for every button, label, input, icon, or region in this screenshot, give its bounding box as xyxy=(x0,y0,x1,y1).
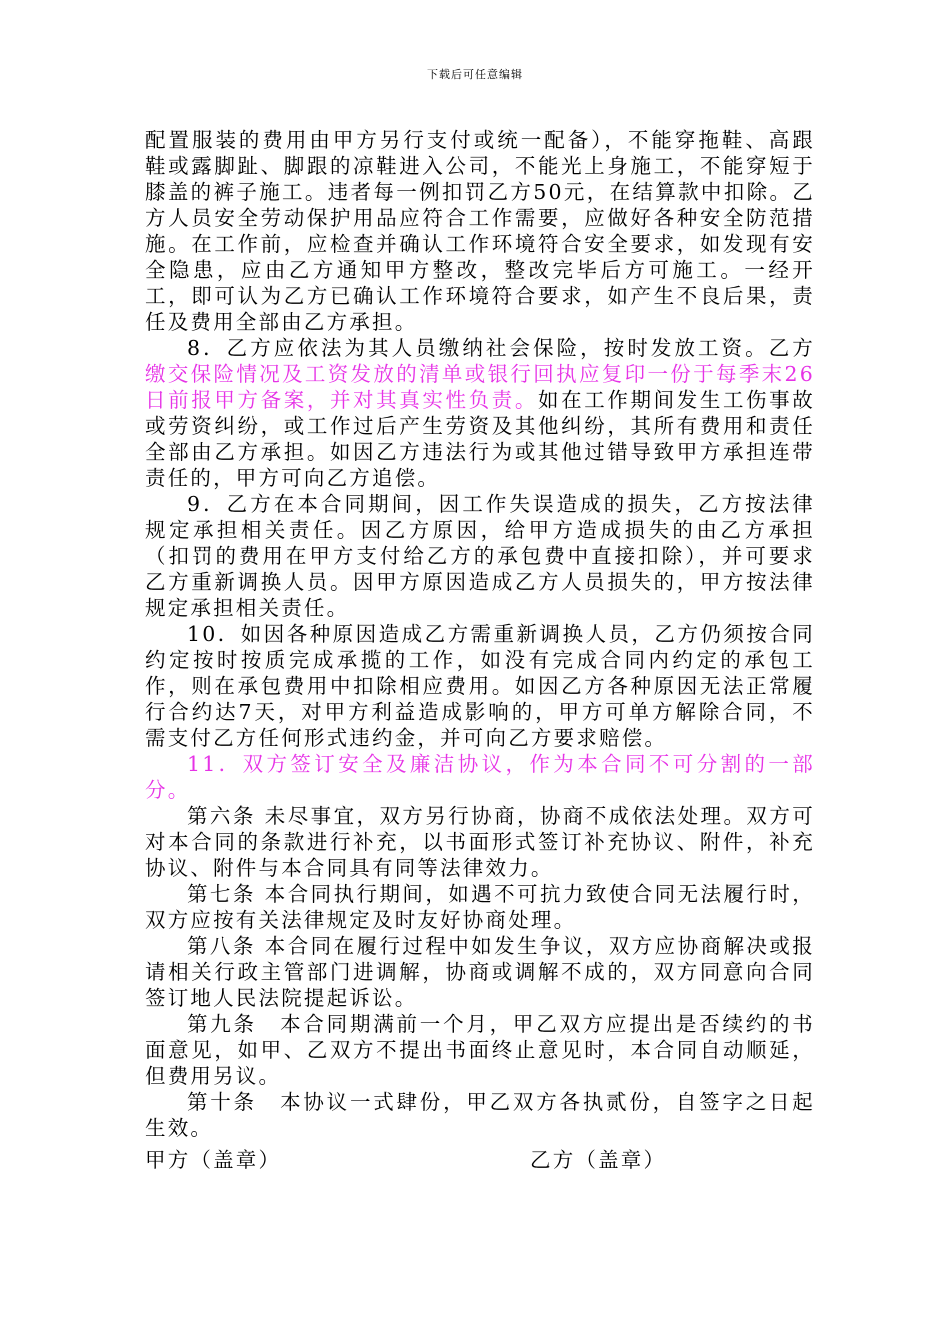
article-7: 第七条 本合同执行期间，如遇不可抗力致使合同无法履行时，双方应按有关法律规定及时友好协商处理。 xyxy=(145,882,815,932)
document-body xyxy=(145,127,815,1141)
clause-9: 9．乙方在本合同期间，因工作失误造成的损失，乙方按法律规定承担相关责任。因乙方原因，给甲方造成损失的由乙方承担（扣罚的费用在甲方支付给乙方的承包费中直接扣除），并可要求乙方重新调换人员。因甲方原因造成乙方人员损失的，甲方按法律规定承担相关责任。 xyxy=(145,492,815,620)
signature-row xyxy=(145,1143,815,1172)
clause-8-highlighted: 缴交保险情况及工资发放的清单或银行回执应复印一份于每季末26日前报甲方备案，并对其真实性负责。 xyxy=(145,362,815,412)
clause-8-intro: 8．乙方应依法为其人员缴纳社会保险，按时发放工资。乙方 xyxy=(187,336,815,360)
page-header-note: 下载后可任意编辑 xyxy=(427,68,523,81)
article-10: 第十条 本协议一式肆份，甲乙双方各执贰份，自签字之日起生效。 xyxy=(145,1090,815,1140)
article-8: 第八条 本合同在履行过程中如发生争议，双方应协商解决或报请相关行政主管部门进调解，协商或调解不成的，双方同意向合同签订地人民法院提起诉讼。 xyxy=(145,934,815,1010)
clause-10: 10．如因各种原因造成乙方需重新调换人员，乙方仍须按合同约定按时按质完成承揽的工作，如没有完成合同内约定的承包工作，则在承包费用中扣除相应费用。如因乙方各种原因无法正常履行合约达7天，对甲方利益造成影响的，甲方可单方解除合同，不需支付乙方任何形式违约金，并可向乙方要求赔偿。 xyxy=(145,622,815,750)
clause-8-rest: 如在工作期间发生工伤事故或劳资纠纷，或工作过后产生劳资及其他纠纷，其所有费用和责任全部由乙方承担。如因乙方违法行为或其他过错导致甲方承担连带责任的，甲方可向乙方追偿。 xyxy=(145,388,815,490)
party-b-seal-label: 乙方（盖章） xyxy=(530,1148,667,1172)
article-9: 第九条 本合同期满前一个月，甲乙双方应提出是否续约的书面意见，如甲、乙双方不提出书面终止意见时，本合同自动顺延，但费用另议。 xyxy=(145,1012,815,1088)
article-6: 第六条 未尽事宜，双方另行协商，协商不成依法处理。双方可对本合同的条款进行补充，以书面形式签订补充协议、附件，补充协议、附件与本合同具有同等法律效力。 xyxy=(145,804,815,880)
paragraph-clothing-safety: 配置服装的费用由甲方另行支付或统一配备），不能穿拖鞋、高跟鞋或露脚趾、脚跟的凉鞋进入公司，不能光上身施工，不能穿短于膝盖的裤子施工。违者每一例扣罚乙方50元，在结算款中扣除。乙方人员安全劳动保护用品应符合工作需要，应做好各种安全防范措施。在工作前，应检查并确认工作环境符合安全要求，如发现有安全隐患，应由乙方通知甲方整改，整改完毕后方可施工。一经开工，即可认为乙方已确认工作环境符合要求，如产生不良后果，责任及费用全部由乙方承担。 xyxy=(145,128,815,334)
clause-8 xyxy=(145,335,815,491)
clause-11: 11．双方签订安全及廉洁协议，作为本合同不可分割的一部分。 xyxy=(145,752,815,802)
party-a-seal-label: 甲方（盖章） xyxy=(145,1148,282,1172)
